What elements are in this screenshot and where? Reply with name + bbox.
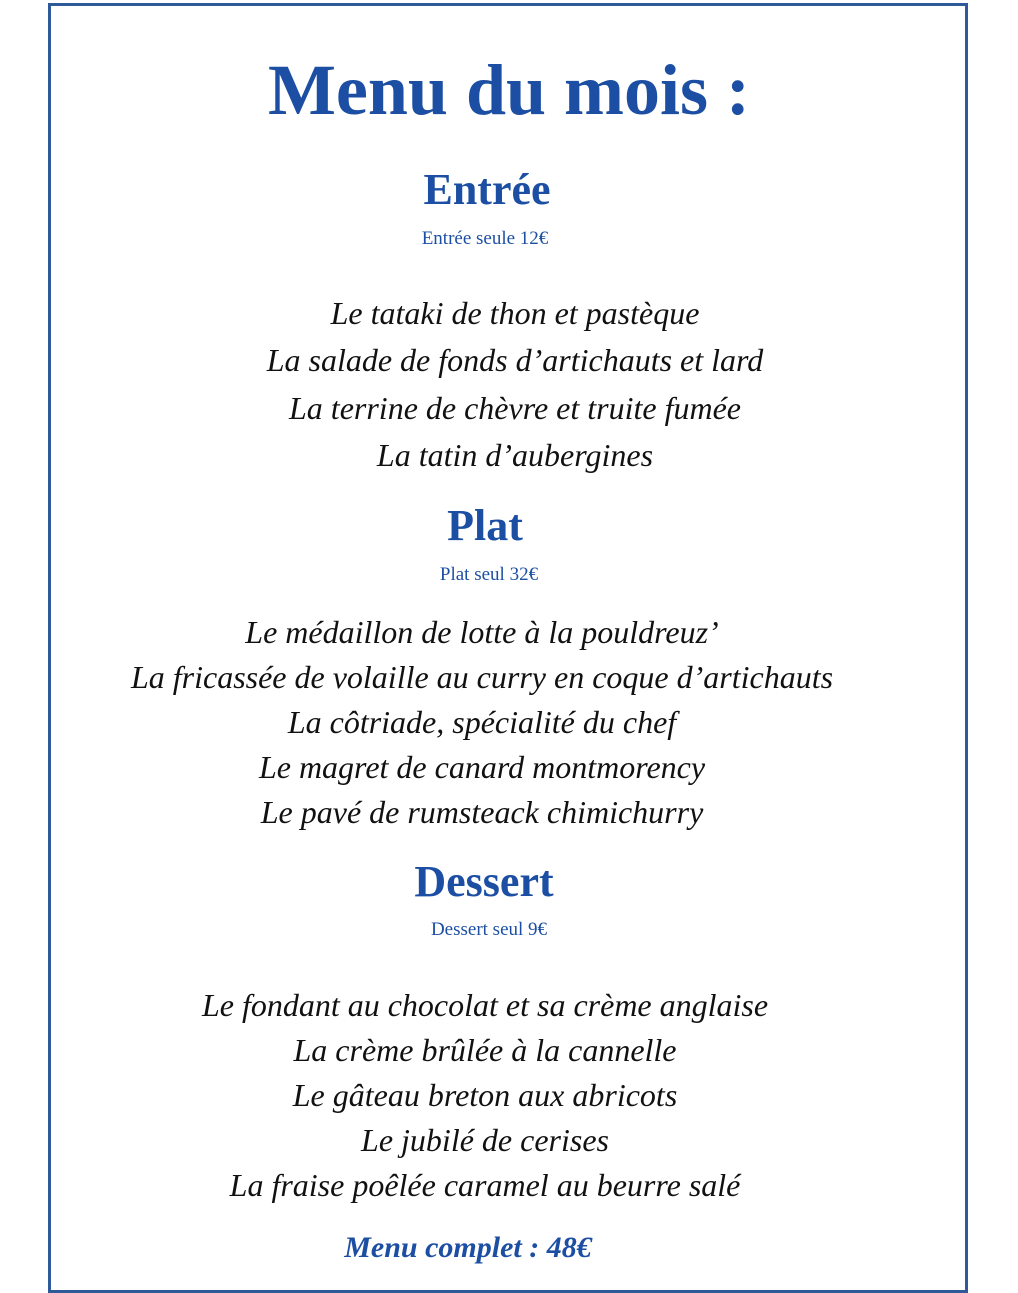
dish-entree-3: La terrine de chèvre et truite fumée xyxy=(289,390,741,426)
dish-plat-2: La fricassée de volaille au curry en coque d’artichauts xyxy=(130,659,834,695)
price-plat: Plat seul 32€ xyxy=(439,564,539,585)
menu-title: Menu du mois : xyxy=(267,50,751,130)
dish-entree-1: Le tataki de thon et pastèque xyxy=(330,295,700,331)
price-entree: Entrée seule 12€ xyxy=(421,228,549,249)
menu-total-price: Menu complet : 48€ xyxy=(344,1231,592,1264)
dish-dessert-5: La fraise poêlée caramel au beurre salé xyxy=(229,1167,741,1203)
section-title-dessert: Dessert xyxy=(414,857,554,906)
dish-plat-4: Le magret de canard montmorency xyxy=(258,749,706,785)
dish-entree-4: La tatin d’aubergines xyxy=(376,437,654,473)
section-title-entree: Entrée xyxy=(423,165,551,214)
section-title-plat: Plat xyxy=(447,501,523,550)
dish-dessert-2: La crème brûlée à la cannelle xyxy=(293,1032,677,1068)
price-dessert: Dessert seul 9€ xyxy=(430,919,548,940)
dish-plat-3: La côtriade, spécialité du chef xyxy=(287,704,677,740)
dish-dessert-3: Le gâteau breton aux abricots xyxy=(292,1077,678,1113)
dish-plat-5: Le pavé de rumsteack chimichurry xyxy=(260,794,704,830)
dish-dessert-1: Le fondant au chocolat et sa crème anglaise xyxy=(201,987,769,1023)
dish-plat-1: Le médaillon de lotte à la pouldreuz’ xyxy=(245,614,719,650)
dish-dessert-4: Le jubilé de cerises xyxy=(361,1122,609,1158)
dish-entree-2: La salade de fonds d’artichauts et lard xyxy=(266,342,764,378)
